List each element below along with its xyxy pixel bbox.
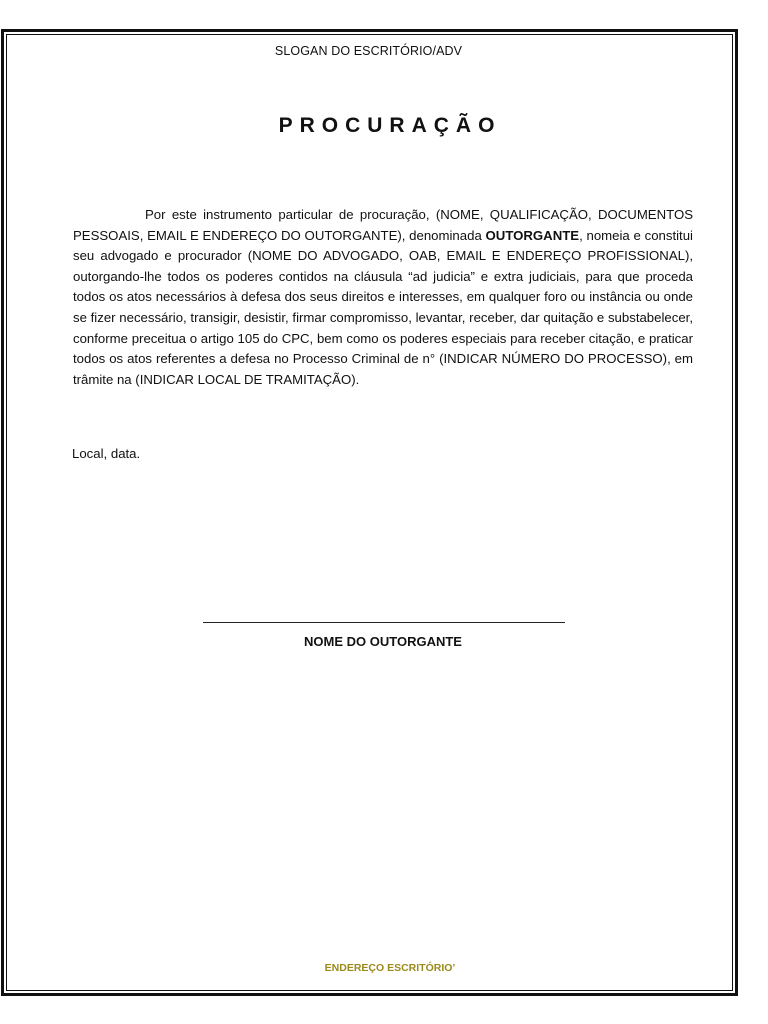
body-text-part-2: , nomeia e constitui seu advogado e procurador (NOME DO ADVOGADO, OAB, EMAIL E ENDEREÇO PROFISSIONAL), outorgando-lhe todos os poderes contidos na cláusula “ad judicia” e extra judiciais, para que proceda todos os atos necessários à defesa dos seus direitos e interesses, em qualquer foro ou instância ou onde se fizer necessário, transigir, desistir, firmar compromisso, levantar, receber, dar quitação e substabelecer, conforme preceitua o artigo 105 do CPC, bem como os poderes especiais para receber citação, e praticar todos os atos referentes a defesa no Processo Criminal de n° (INDICAR NÚMERO DO PROCESSO), em trâmite na (INDICAR LOCAL DE TRAMITAÇÃO). bbox=[73, 227, 693, 387]
document-title: PROCURAÇÃO bbox=[278, 114, 502, 137]
grantor-term: OUTORGANTE bbox=[485, 227, 580, 243]
body-paragraph bbox=[73, 205, 693, 390]
page-border-inner bbox=[6, 34, 733, 991]
signer-name: NOME DO OUTORGANTE bbox=[304, 634, 462, 649]
office-address-footer: ENDEREÇO ESCRITÓRIO’ bbox=[324, 962, 456, 974]
signature-line bbox=[203, 622, 565, 623]
place-date: Local, data. bbox=[72, 446, 141, 461]
body-text-part-1: Por este instrumento particular de procuração, (NOME, QUALIFICAÇÃO, DOCUMENTOS PESSOAIS, EMAIL E ENDEREÇO DO OUTORGANTE), denominada bbox=[73, 207, 693, 243]
office-slogan: SLOGAN DO ESCRITÓRIO/ADV bbox=[274, 44, 463, 58]
